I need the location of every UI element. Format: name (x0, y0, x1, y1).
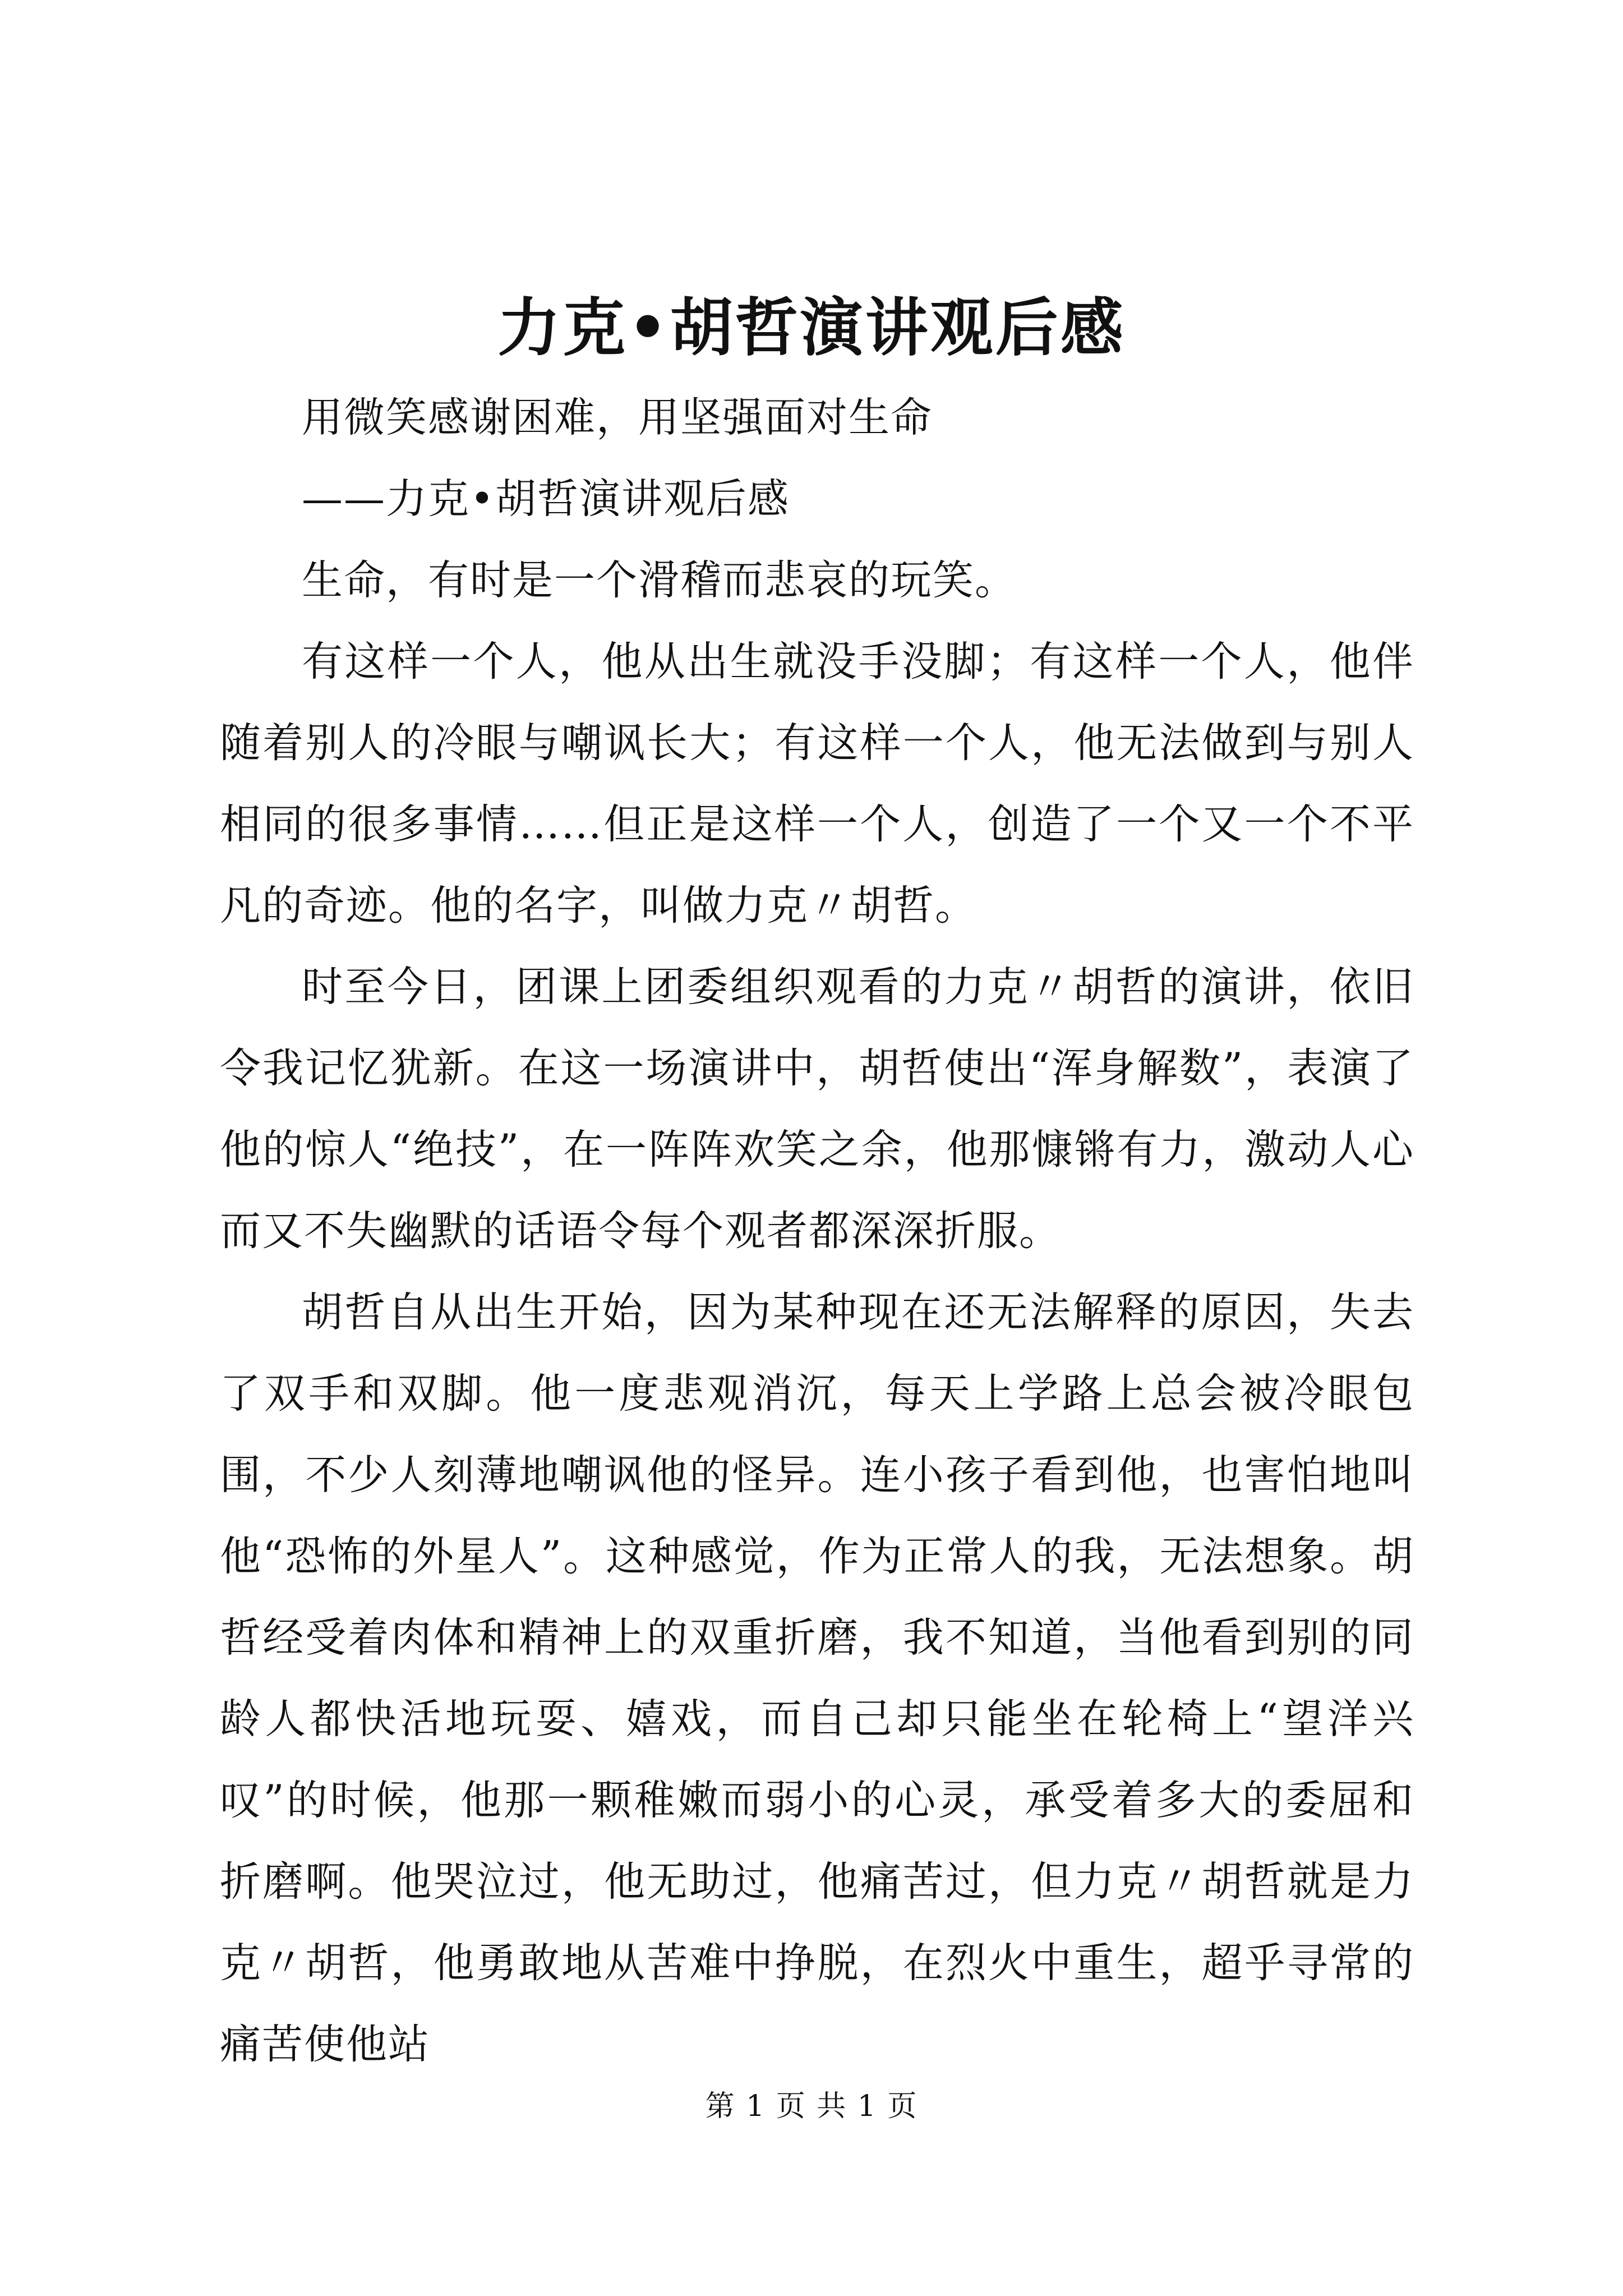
document-body (220, 377, 1414, 2085)
paragraph: 时至今日，团课上团委组织观看的力克〃胡哲的演讲，依旧令我记忆犹新。在这一场演讲中，胡哲使出“浑身解数”，表演了他的惊人“绝技”，在一阵阵欢笑之余，他那慷锵有力，激动人心而又不失幽默的话语令每个观者都深深折服。 (220, 963, 1414, 1255)
paragraph: 生命，有时是一个滑稽而悲哀的玩笑。 (302, 556, 1017, 604)
page-footer: 第 1 页 共 1 页 (705, 2090, 918, 2123)
subtitle-attribution: ——力克•胡哲演讲观后感 (302, 475, 790, 523)
paragraph: 胡哲自从出生开始，因为某种现在还无法解释的原因，失去了双手和双脚。他一度悲观消沉，每天上学路上总会被冷眼包围，不少人刻薄地嘲讽他的怪异。连小孩子看到他，也害怕地叫他“恐怖的外星人”。这种感觉，作为正常人的我，无法想象。胡哲经受着肉体和精神上的双重折磨，我不知道，当他看到别的同龄人都快活地玩耍、嬉戏，而自己却只能坐在轮椅上“望洋兴叹”的时候，他那一颗稚嫩而弱小的心灵，承受着多大的委屈和折磨啊。他哭泣过，他无助过，他痛苦过，但力克〃胡哲就是力克〃胡哲，他勇敢地从苦难中挣脱，在烈火中重生，超乎寻常的痛苦使他站 (220, 1289, 1414, 2068)
document-title: 力克•胡哲演讲观后感 (497, 291, 1126, 365)
subtitle-line: 用微笑感谢困难，用坚强面对生命 (302, 394, 933, 441)
paragraph: 有这样一个人，他从出生就没手没脚；有这样一个人，他伴随着别人的冷眼与嘲讽长大；有这样一个人，他无法做到与别人相同的很多事情……但正是这样一个人，创造了一个又一个不平凡的奇迹。他的名字，叫做力克〃胡哲。 (220, 638, 1414, 930)
